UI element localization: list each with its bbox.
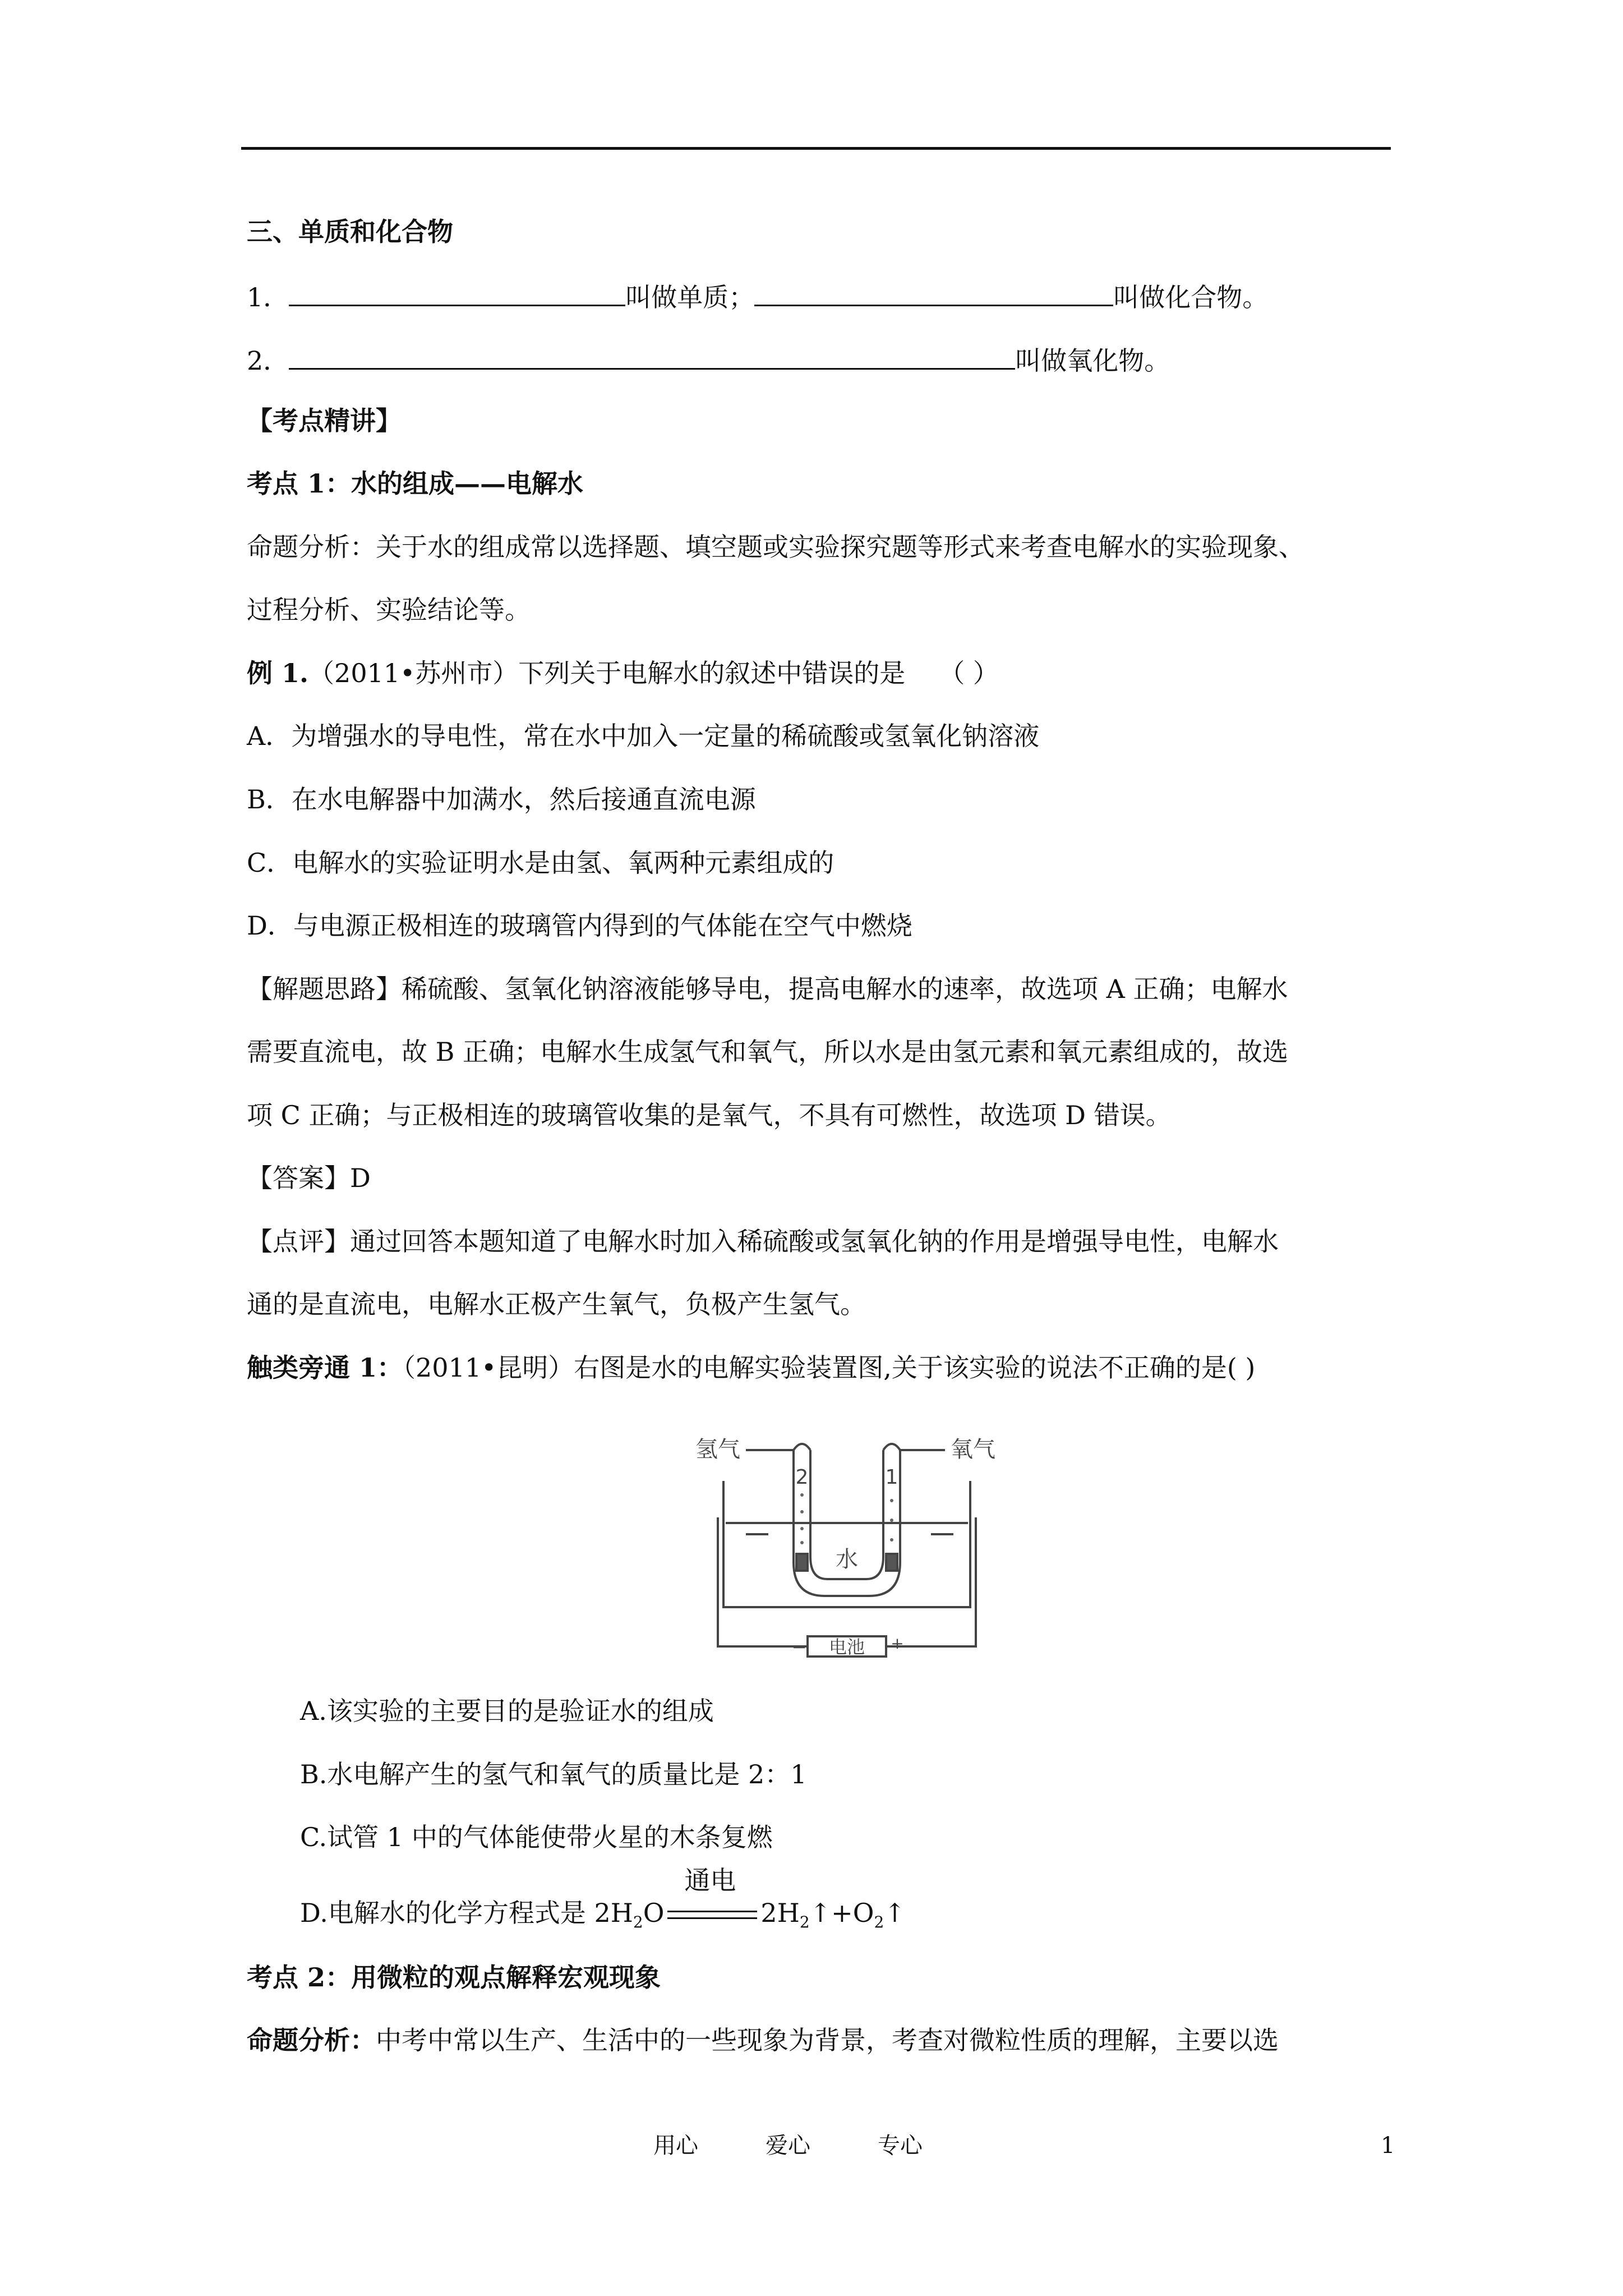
question-1-end: 叫做化合物。 xyxy=(1113,282,1269,312)
practice-option-d xyxy=(300,1865,906,1939)
answer: 【答案】D xyxy=(247,1163,371,1193)
equation-sub: 2 xyxy=(633,1913,643,1931)
solution-tag: 【解题思路】 xyxy=(247,974,402,1004)
answer-bracket: （ ） xyxy=(939,658,999,688)
point-2-analysis-tag: 命题分析： xyxy=(247,2025,376,2055)
equation-prefix: D.电解水的化学方程式是 2H xyxy=(300,1898,633,1928)
footer-motto-3: 专心 xyxy=(878,2133,923,2159)
product-plus-oxygen: ↑+O xyxy=(809,1898,874,1928)
question-2 xyxy=(247,341,1170,378)
equals-bar-top xyxy=(667,1911,757,1912)
condition-text: 通电 xyxy=(684,1865,736,1895)
kaodian-header: 【考点精讲】 xyxy=(247,406,402,436)
point-1-analysis-cont: 过程分析、实验结论等。 xyxy=(247,595,531,625)
tube-2-number: 2 xyxy=(795,1466,809,1489)
tube-1-number: 1 xyxy=(885,1466,898,1489)
solution-line-2: 需要直流电，故 B 正确；电解水生成氢气和氧气，所以水是由氢元素和氧元素组成的，故选 xyxy=(247,1037,1289,1067)
example-1-question: （2011•苏州市）下列关于电解水的叙述中错误的是 xyxy=(308,658,906,688)
practice-1-question: （2011•昆明）右图是水的电解实验装置图,关于该实验的说法不正确的是( ) xyxy=(403,1352,1256,1383)
example-1-stem xyxy=(247,656,999,690)
blank-3[interactable] xyxy=(289,341,1015,370)
question-1-number: 1． xyxy=(247,282,289,312)
question-2-number: 2． xyxy=(247,346,289,376)
page-number: 1 xyxy=(1381,2133,1395,2159)
equals-bar-bottom xyxy=(667,1917,757,1919)
practice-option-c: C.试管 1 中的气体能使带火星的木条复燃 xyxy=(300,1822,773,1852)
header-rule xyxy=(241,147,1391,150)
blank-2[interactable] xyxy=(754,278,1113,306)
practice-option-b: B.水电解产生的氢气和氧气的质量比是 2：1 xyxy=(300,1759,807,1789)
option-d: D．与电源正极相连的玻璃管内得到的气体能在空气中燃烧 xyxy=(247,910,912,941)
footer-motto-2: 爱心 xyxy=(766,2133,810,2159)
product-hydrogen: 2H xyxy=(760,1898,800,1928)
point-1-analysis: 命题分析：关于水的组成常以选择题、填空题或实验探究题等形式来考查电解水的实验现象、 xyxy=(247,532,1304,562)
blank-1[interactable] xyxy=(289,278,625,306)
option-a: A．为增强水的导电性，常在水中加入一定量的稀硫酸或氢氧化钠溶液 xyxy=(247,721,1040,751)
solution-line-3: 项 C 正确；与正极相连的玻璃管收集的是氧气，不具有可燃性，故选项 D 错误。 xyxy=(247,1100,1172,1130)
practice-1-label: 触类旁通 1： xyxy=(247,1352,403,1383)
battery-minus: − xyxy=(791,1636,807,1658)
footer-motto-1: 用心 xyxy=(653,2133,698,2159)
comment-line-1 xyxy=(247,1225,1279,1258)
battery-label: 电池 xyxy=(828,1636,865,1658)
point-2-title: 考点 2：用微粒的观点解释宏观现象 xyxy=(247,1962,661,1993)
solution-text-1: 稀硫酸、氢氧化钠溶液能够导电，提高电解水的速率，故选项 A 正确；电解水 xyxy=(402,974,1288,1004)
comment-tag: 【点评】 xyxy=(247,1226,350,1257)
question-2-end: 叫做氧化物。 xyxy=(1015,346,1170,376)
practice-option-a: A.该实验的主要目的是验证水的组成 xyxy=(300,1696,714,1726)
water-label: 水 xyxy=(836,1547,858,1572)
electrolysis-apparatus-figure xyxy=(695,1428,998,1663)
option-c: C．电解水的实验证明水是由氢、氧两种元素组成的 xyxy=(247,848,834,878)
solution-line-1 xyxy=(247,972,1288,1006)
comment-text-1: 通过回答本题知道了电解水时加入稀硫酸或氢氧化钠的作用是增强导电性，电解水 xyxy=(350,1226,1279,1257)
product-sub: 2 xyxy=(799,1913,810,1931)
point-2-analysis xyxy=(247,2023,1279,2057)
section-title: 三、单质和化合物 xyxy=(247,217,453,247)
example-1-label: 例 1. xyxy=(247,658,309,688)
gas-arrow: ↑ xyxy=(884,1898,906,1928)
point-2-analysis-text: 中考中常以生产、生活中的一些现象为背景，考查对微粒性质的理解，主要以选 xyxy=(376,2025,1279,2055)
oxygen-sub: 2 xyxy=(874,1913,884,1931)
reaction-condition xyxy=(667,1865,757,1926)
equation-oxygen: O xyxy=(643,1898,665,1928)
battery-plus: + xyxy=(891,1634,904,1653)
option-b: B．在水电解器中加满水，然后接通直流电源 xyxy=(247,784,756,815)
comment-line-2: 通的是直流电，电解水正极产生氧气，负极产生氢气。 xyxy=(247,1289,866,1319)
hydrogen-label: 氢气 xyxy=(695,1437,740,1462)
question-1-mid: 叫做单质； xyxy=(625,282,755,312)
question-1 xyxy=(247,278,1268,314)
point-1-title: 考点 1：水的组成——电解水 xyxy=(247,468,584,499)
practice-1-stem xyxy=(247,1351,1255,1384)
oxygen-label: 氧气 xyxy=(951,1437,995,1462)
